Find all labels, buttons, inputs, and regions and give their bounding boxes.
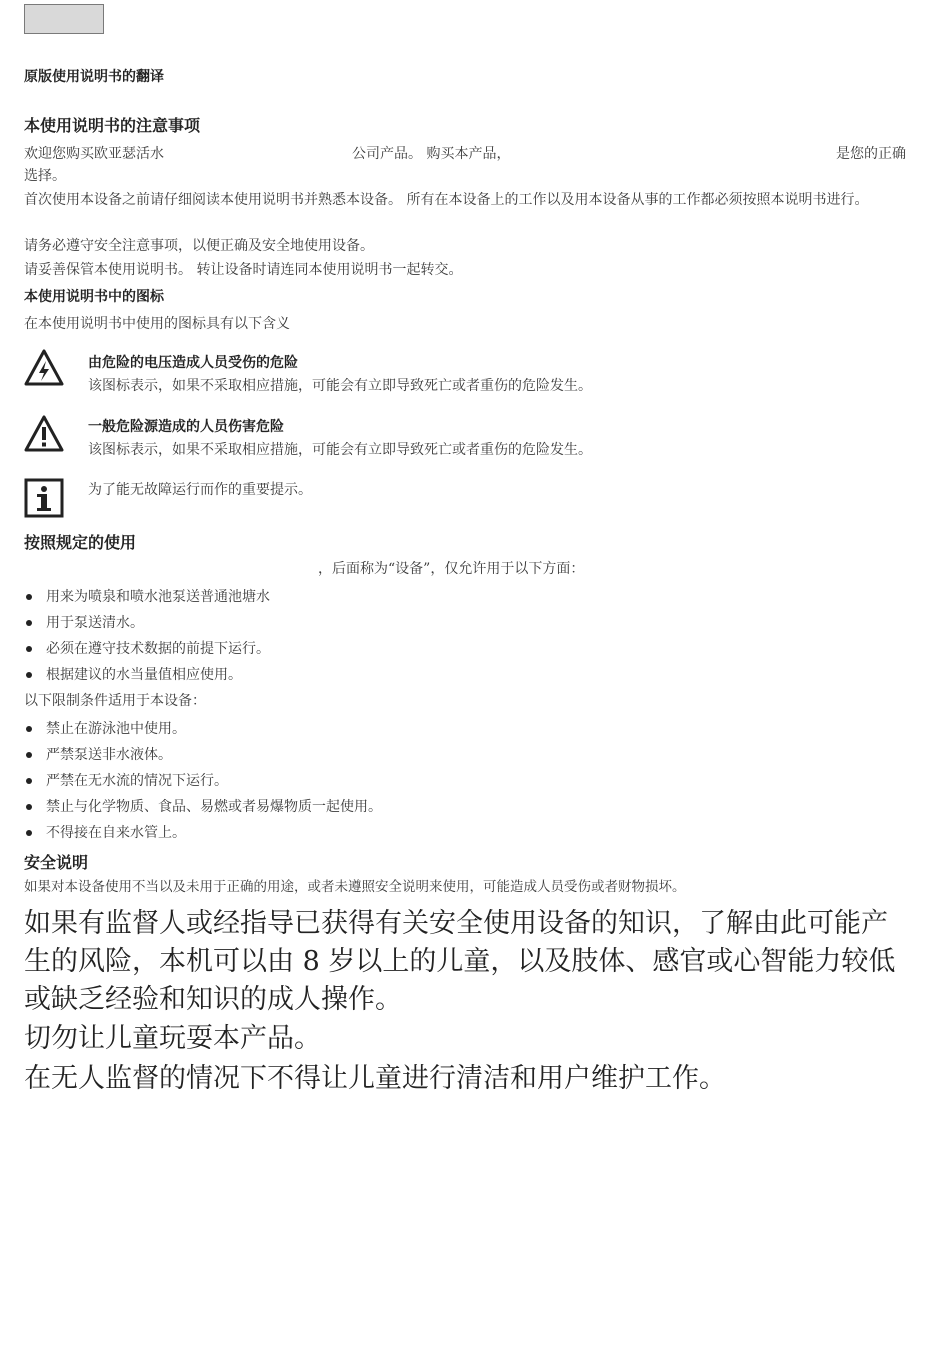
icons-section-intro: 在本使用说明书中使用的图标具有以下含义 xyxy=(24,316,290,332)
children-play-warning: 切勿让儿童玩耍本产品。 xyxy=(24,1023,321,1054)
info-text: 为了能无故障运行而作的重要提示。 xyxy=(88,482,312,498)
list-item: 用于泵送清水。 xyxy=(24,610,270,636)
safety-intro: 如果对本设备使用不当以及未用于正确的用途，或者未遵照安全说明来使用，可能造成人员受伤或者财物损坏。 xyxy=(24,879,686,895)
notes-section-title: 本使用说明书的注意事项 xyxy=(24,116,201,135)
list-item: 不得接在自来水管上。 xyxy=(24,820,382,846)
welcome-text-part-3: 是您的正确 xyxy=(836,146,906,162)
header-badge xyxy=(24,4,104,34)
general-hazard-title: 一般危险源造成的人员伤害危险 xyxy=(88,419,284,435)
list-item: 禁止在游泳池中使用。 xyxy=(24,716,382,742)
intended-use-intro: ，后面称为“设备”，仅允许用于以下方面： xyxy=(318,561,585,577)
general-hazard-icon xyxy=(24,414,64,454)
list-item: 严禁泵送非水液体。 xyxy=(24,742,382,768)
list-item: 用来为喷泉和喷水池泵送普通池塘水 xyxy=(24,584,270,610)
read-manual-paragraph: 首次使用本设备之前请仔细阅读本使用说明书并熟悉本设备。 所有在本设备上的工作以及用本设备从事的工作都必须按照本说明书进行。 xyxy=(24,192,869,208)
info-icon xyxy=(24,478,64,518)
general-hazard-text: 该图标表示，如果不采取相应措施，可能会有立即导致死亡或者重伤的危险发生。 xyxy=(88,442,592,458)
translation-subtitle: 原版使用说明书的翻译 xyxy=(24,69,164,85)
intended-uses-list xyxy=(24,584,270,688)
children-cleaning-warning: 在无人监督的情况下不得让儿童进行清洁和用户维护工作。 xyxy=(24,1063,726,1094)
icons-section-title: 本使用说明书中的图标 xyxy=(24,289,164,305)
welcome-line xyxy=(24,143,906,165)
electrical-hazard-icon xyxy=(24,348,64,388)
restrictions-intro: 以下限制条件适用于本设备： xyxy=(24,693,206,709)
electrical-hazard-title: 由危险的电压造成人员受伤的危险 xyxy=(88,355,298,371)
welcome-text-end: 选择。 xyxy=(24,168,66,184)
welcome-text-part-2: 公司产品。 购买本产品， xyxy=(352,146,511,162)
welcome-text-part-1: 欢迎您购买欧亚瑟活水 xyxy=(24,146,164,162)
intended-use-title: 按照规定的使用 xyxy=(24,533,137,552)
children-supervision-paragraph: 如果有监督人或经指导已获得有关安全使用设备的知识，了解由此可能产生的风险，本机可以由 8 岁以上的儿童，以及肢体、感官或心智能力较低或缺乏经验和知识的成人操作。 xyxy=(24,908,896,1015)
list-item: 禁止与化学物质、食品、易燃或者易爆物质一起使用。 xyxy=(24,794,382,820)
safety-notes-paragraph: 请务必遵守安全注意事项，以便正确及安全地使用设备。 xyxy=(24,238,374,254)
list-item: 根据建议的水当量值相应使用。 xyxy=(24,662,270,688)
keep-manual-paragraph: 请妥善保管本使用说明书。 转让设备时请连同本使用说明书一起转交。 xyxy=(24,262,463,278)
restrictions-list xyxy=(24,716,382,846)
list-item: 严禁在无水流的情况下运行。 xyxy=(24,768,382,794)
safety-title: 安全说明 xyxy=(24,853,89,872)
electrical-hazard-text: 该图标表示，如果不采取相应措施，可能会有立即导致死亡或者重伤的危险发生。 xyxy=(88,378,592,394)
list-item: 必须在遵守技术数据的前提下运行。 xyxy=(24,636,270,662)
